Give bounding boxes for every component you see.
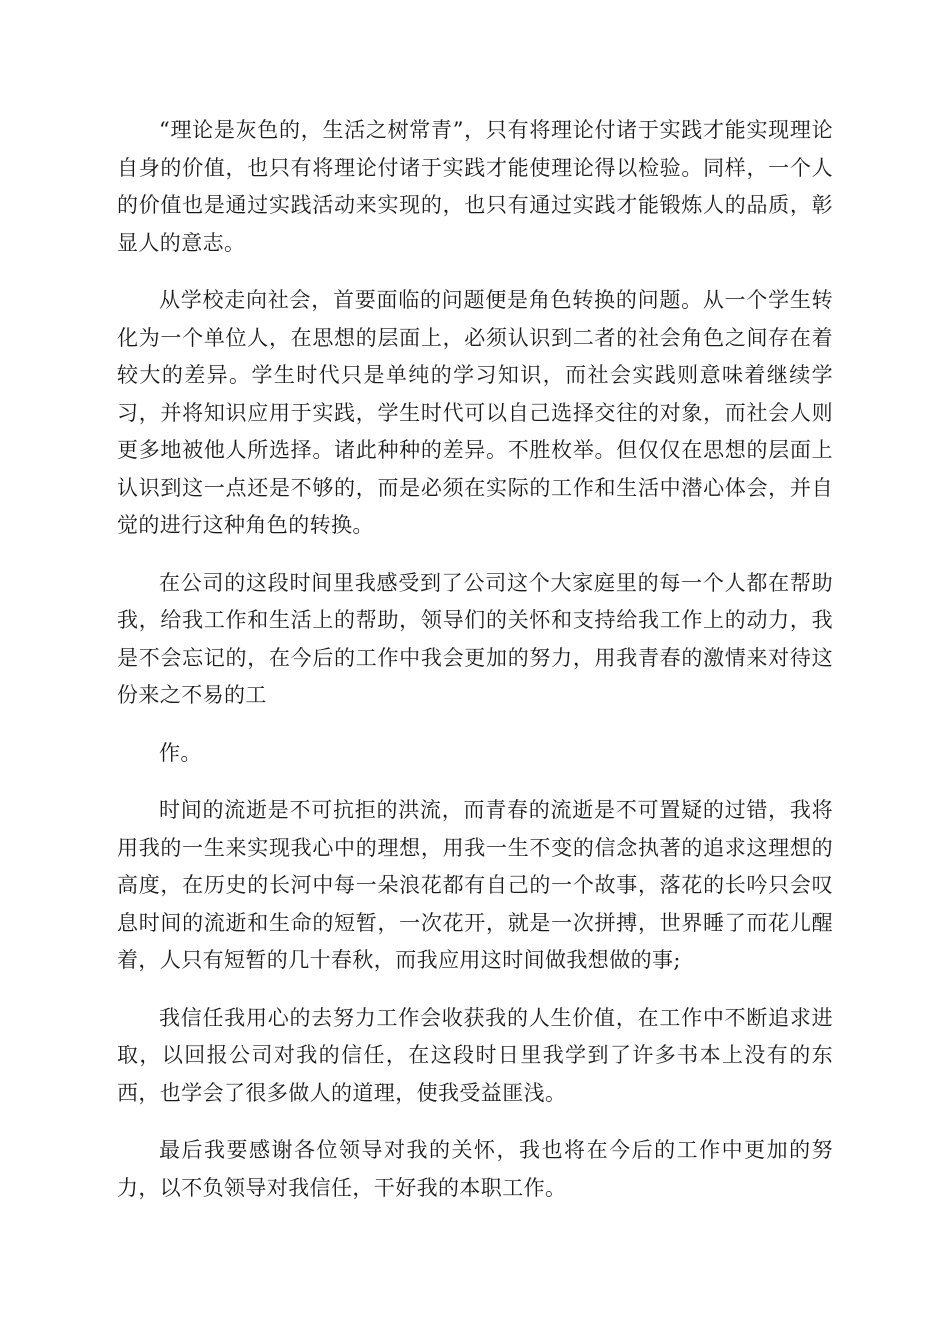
paragraph-company-gratitude: 在公司的这段时间里我感受到了公司这个大家庭里的每一个人都在帮助我，给我工作和生活上的帮助，领导们的关怀和支持给我工作上的动力，我是不会忘记的，在今后的工作中我会更加的努力，用我青春的激情来对待这份来之不易的工 (117, 570, 833, 707)
paragraph-life-value: 我信任我用心的去努力工作会收获我的人生价值，在工作中不断追求进取，以回报公司对我的信任，在这段时日里我学到了许多书本上没有的东西，也学会了很多做人的道理，使我受益匪浅。 (117, 1005, 833, 1105)
paragraph-closing-thanks: 最后我要感谢各位领导对我的关怀，我也将在今后的工作中更加的努力，以不负领导对我信任，干好我的本职工作。 (117, 1138, 833, 1200)
paragraph-time-passing: 时间的流逝是不可抗拒的洪流，而青春的流逝是不可置疑的过错，我将用我的一生来实现我心中的理想，用我一生不变的信念执著的追求这理想的高度，在历史的长河中每一朵浪花都有自己的一个故事，落花的长吟只会叹息时间的流逝和生命的短暂，一次花开，就是一次拼搏，世界睡了而花儿醒着，人只有短暂的几十春秋，而我应用这时间做我想做的事; (117, 798, 833, 972)
paragraph-role-transition: 从学校走向社会，首要面临的问题便是角色转换的问题。从一个学生转化为一个单位人，在思想的层面上，必须认识到二者的社会角色之间存在着较大的差异。学生时代只是单纯的学习知识，而社会实践则意味着继续学习，并将知识应用于实践，学生时代可以自己选择交往的对象，而社会人则更多地被他人所选择。诸此种种的差异。不胜枚举。但仅仅在思想的层面上认识到这一点还是不够的，而是必须在实际的工作和生活中潜心体会，并自觉的进行这种角色的转换。 (117, 288, 833, 537)
paragraph-continuation: 作。 (159, 740, 202, 765)
paragraph-theory-practice: “理论是灰色的，生活之树常青”，只有将理论付诸于实践才能实现理论自身的价值，也只有将理论付诸于实践才能使理论得以检验。同样，一个人的价值也是通过实践活动来实现的，也只有通过实践才能锻炼人的品质，彰显人的意志。 (117, 118, 833, 255)
document-page (117, 112, 833, 1227)
